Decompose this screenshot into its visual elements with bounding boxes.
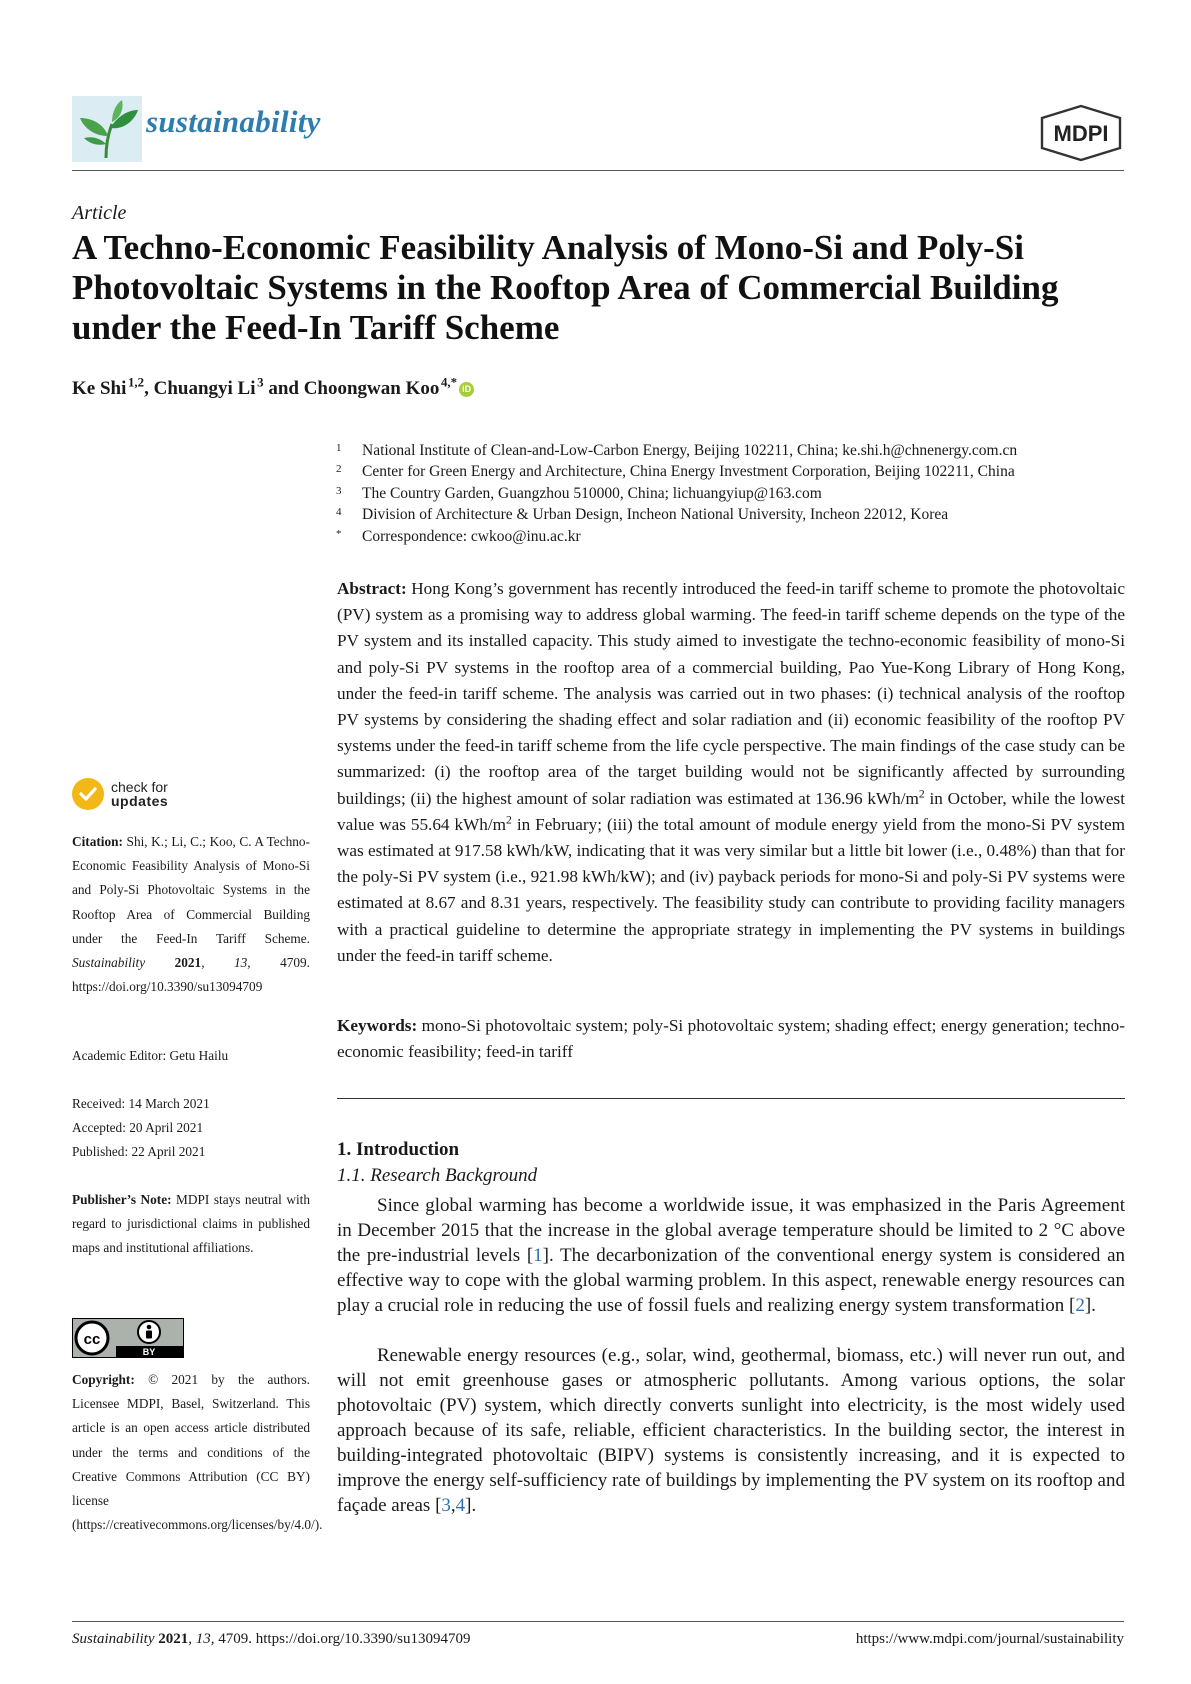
- author-separator: ,: [144, 378, 154, 399]
- copyright-text: © 2021 by the authors. Licensee MDPI, Basel, Switzerland. This article is an open access article distributed under the terms and conditions of the Creative Commons Attribution (CC BY) license (https://creativecommons.org/licenses/by/4.0/).: [72, 1372, 323, 1533]
- author-separator: and: [263, 378, 304, 399]
- keywords-label: Keywords:: [337, 1016, 418, 1035]
- author-affiliation-mark: 3: [257, 374, 264, 390]
- cc-icon-glyph: cc: [83, 1331, 101, 1348]
- affiliation-item: [336, 483, 1126, 504]
- citation-text: Shi, K.; Li, C.; Koo, C. A Techno-Economic Feasibility Analysis of Mono-Si and Poly-Si Photovoltaic Systems in the Rooftop Area of Commercial Building under the Feed-In Tariff Scheme.: [72, 834, 310, 946]
- mdpi-logo-text: MDPI: [1053, 121, 1109, 146]
- abstract-superscript: 2: [506, 813, 512, 827]
- abstract-superscript: 2: [918, 786, 925, 800]
- orcid-icon[interactable]: iD: [459, 382, 474, 397]
- publication-dates: [72, 1092, 310, 1165]
- check-updates-line: updates: [111, 793, 169, 809]
- citation-journal: Sustainability: [72, 955, 146, 971]
- paragraph-text: ].: [465, 1495, 477, 1516]
- academic-editor: Academic Editor: Getu Hailu: [72, 1048, 229, 1063]
- citation-link[interactable]: 3: [441, 1495, 451, 1516]
- publisher-note: [72, 1188, 310, 1261]
- plant-sprout-icon: [72, 96, 142, 162]
- paragraph-text: Renewable energy resources (e.g., solar, wind, geothermal, biomass, etc.) will never run out, and will not emit greenhouse gases or atmospheric pollutants. Among various options, the solar photovoltaic (PV) system, which directly converts sunlight into electricity, is the most widely used approach because of its safe, reliable, efficient characteristics. In the building sector, the interest in building-integrated photovoltaic (BIPV) systems is consistently increasing, and it is expected to improve the energy self-sufficiency rate of buildings by implementing the PV system on its rooftop and façade areas [: [337, 1345, 1125, 1516]
- abstract: [337, 576, 1125, 969]
- copyright-notice: [72, 1368, 323, 1537]
- affiliation-mark: 2: [336, 463, 342, 476]
- abstract-label: Abstract:: [337, 579, 407, 598]
- citation-volume: , 13,: [201, 955, 281, 971]
- citation-label: Citation:: [72, 834, 123, 849]
- abstract-text: Hong Kong’s government has recently introduced the feed-in tariff scheme to promote the photovoltaic (PV) system as a promising way to address global warming. The feed-in tariff scheme depends on the type of the PV system and its installed capacity. This study aimed to investigate the techno-economic feasibility of mono-Si and poly-Si PV systems in the rooftop area of a commercial building, Pao Yue-Kong Library of Hong Kong, under the feed-in tariff scheme. The analysis was carried out in two phases: (i) technical analysis of the rooftop PV systems by considering the shading effect and solar radiation and (ii) economic feasibility of the rooftop PV systems under the feed-in tariff scheme from the life cycle perspective. The main findings of the case study can be summarized: (i) the rooftop area of the target building would not be significantly affected by surrounding buildings; (ii) the highest amount of solar radiation was estimated at 136.96 kWh/m: [337, 579, 1125, 808]
- affiliation-text: The Country Garden, Guangzhou 510000, China; lichuangyiup@163.com: [362, 484, 822, 502]
- mdpi-logo: [1038, 104, 1124, 162]
- article-title: A Techno-Economic Feasibility Analysis of Mono-Si and Poly-Si Photovoltaic Systems in the Rooftop Area of Commercial Building under the Feed-In Tariff Scheme: [72, 228, 1059, 347]
- abstract-text: in February; (iii) the total amount of module energy yield from the mono-Si PV system was estimated at 917.58 kWh/kW, indicating that it was very similar but a little bit lower (i.e., 0.48%) than that for the poly-Si PV system (i.e., 921.98 kWh/kW); and (iv) payback periods for mono-Si and poly-Si PV systems were estimated at 8.67 and 8.31 years, respectively. The feasibility study can contribute to providing facility managers with a practical guideline to determine the appropriate strategy in implementing the PV systems in buildings under the feed-in tariff scheme.: [337, 814, 1125, 965]
- intro-paragraph: [337, 1193, 1125, 1318]
- affiliation-mark: 3: [336, 484, 342, 497]
- author-list: [72, 374, 474, 400]
- published-date: Published: 22 April 2021: [72, 1144, 206, 1160]
- cc-by-label: BY: [142, 1347, 156, 1357]
- paragraph-text: ].: [1084, 1295, 1096, 1316]
- article-type: Article: [72, 202, 127, 224]
- author-name: Ke Shi: [72, 378, 127, 399]
- abstract-text: in October, while the lowest value was 55.64 kWh/m: [337, 788, 1125, 834]
- paragraph-text: ,: [450, 1495, 456, 1516]
- author-affiliation-mark: 4,*: [440, 374, 458, 390]
- affiliation-mark: 1: [336, 442, 342, 454]
- author-name: Choongwan Koo: [303, 378, 440, 399]
- checkmark-icon: [72, 778, 104, 810]
- footer-journal: Sustainability: [72, 1631, 155, 1647]
- subsection-heading: 1.1. Research Background: [337, 1165, 538, 1186]
- affiliation-text: National Institute of Clean-and-Low-Carbon Energy, Beijing 102211, China; ke.shi.h@chnenergy.com.cn: [362, 442, 1018, 459]
- journal-name: sustainability: [146, 104, 321, 139]
- affiliation-item: [336, 440, 1126, 461]
- publisher-note-label: Publisher’s Note:: [72, 1192, 172, 1207]
- check-updates-line: check for: [111, 779, 168, 795]
- citation-link[interactable]: 2: [1075, 1295, 1085, 1316]
- citation-link[interactable]: 1: [533, 1245, 543, 1266]
- affiliation-item: [336, 461, 1126, 482]
- received-date: Received: 14 March 2021: [72, 1096, 210, 1111]
- affiliations: [336, 440, 1126, 547]
- footer-journal-url[interactable]: https://www.mdpi.com/journal/sustainability: [855, 1631, 1124, 1647]
- mdpi-hexagon-icon: [1038, 104, 1124, 162]
- affiliation-text: Division of Architecture & Urban Design, Incheon National University, Incheon 22012, Korea: [362, 506, 949, 524]
- paragraph-text: Since global warming has become a worldwide issue, it was emphasized in the Paris Agreement in December 2015 that the increase in the global average temperature should be limited to 2 °C above the pre-industrial levels [: [337, 1195, 1125, 1266]
- affiliation-mark: 4: [336, 506, 342, 519]
- footer-divider: [72, 1621, 1124, 1622]
- footer-doi-link[interactable]: 4709. https://doi.org/10.3390/su13094709: [218, 1631, 471, 1647]
- footer-year: 2021: [158, 1631, 189, 1647]
- cc-by-license-badge[interactable]: [72, 1318, 184, 1358]
- keywords: [337, 1013, 1125, 1065]
- paragraph-text: ]. The decarbonization of the conventional energy system is considered an effective way to cope with the global warming problem. In this aspect, renewable energy resources can play a crucial role in reducing the use of fossil fuels and realizing energy system transformation [: [337, 1245, 1125, 1316]
- author-name: Chuangyi Li: [153, 378, 256, 399]
- citation-year: 2021: [174, 955, 202, 971]
- keywords-text: mono-Si photovoltaic system; poly-Si photovoltaic system; shading effect; energy generation; techno-economic feasibility; feed-in tariff: [337, 1016, 1125, 1062]
- correspondence-text: Correspondence: cwkoo@inu.ac.kr: [362, 527, 581, 545]
- check-updates-label: [111, 780, 168, 808]
- section-divider: [337, 1098, 1125, 1099]
- citation-link[interactable]: 4: [455, 1495, 466, 1516]
- citation-block: [72, 830, 310, 999]
- footer-citation: [72, 1631, 471, 1648]
- affiliation-mark: *: [336, 527, 342, 540]
- publisher-note-text: MDPI stays neutral with regard to jurisdictional claims in published maps and institutional affiliations.: [72, 1192, 310, 1256]
- affiliation-text: Center for Green Energy and Architecture, China Energy Investment Corporation, Beijing 102211, China: [362, 463, 1015, 481]
- journal-logo: [72, 96, 142, 162]
- section-heading: 1. Introduction: [337, 1139, 460, 1160]
- footer-volume: , 13,: [188, 1631, 219, 1647]
- citation-doi[interactable]: 4709. https://doi.org/10.3390/su13094709: [72, 955, 310, 995]
- author-affiliation-mark: 1,2: [127, 374, 145, 390]
- affiliation-item: [336, 504, 1126, 525]
- copyright-label: Copyright:: [72, 1372, 135, 1387]
- header-divider: [72, 170, 1124, 171]
- intro-paragraph: [337, 1343, 1125, 1518]
- accepted-date: Accepted: 20 April 2021: [72, 1120, 204, 1136]
- affiliation-item: [336, 526, 1126, 547]
